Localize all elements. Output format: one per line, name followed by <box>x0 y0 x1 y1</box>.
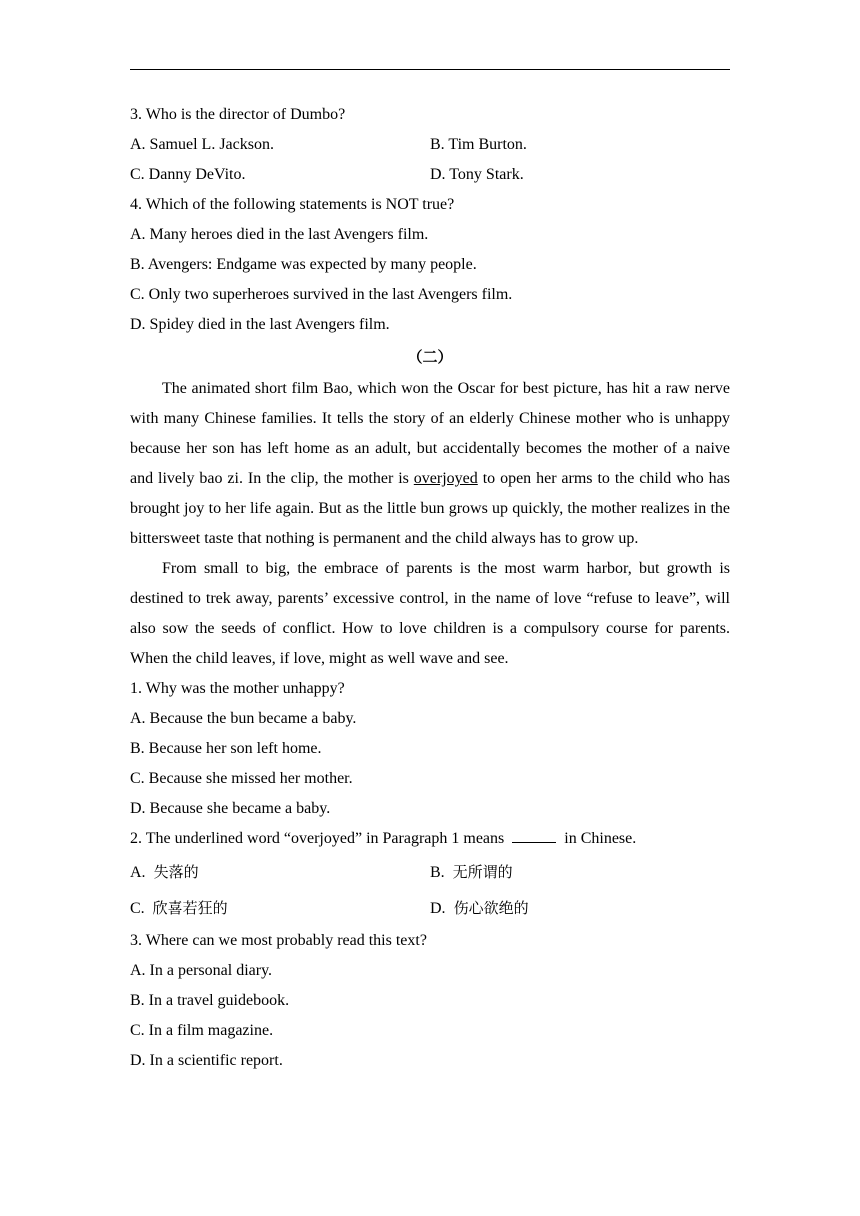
paragraph-1-text-after: to open her arms to the child who has brought joy to her life again. But as the little bun grows up quickly, the mother realizes in the bittersweet taste that nothing is permanent and the child always has to grow up. <box>130 470 731 547</box>
option-letter: D. <box>430 900 446 917</box>
paragraph-1-text-before: The animated short film Bao, which won the Oscar for best picture, has hit a raw nerve with many Chinese families. It tells the story of an elderly Chinese mother who is unhappy because her son has left home as an adult, but accidentally becomes the mother of a naive and lively bao zi. In the clip, the mother is <box>130 380 730 487</box>
s2-question-2-options-row-1 <box>130 854 730 890</box>
option-text: 伤心欲绝的 <box>453 899 529 917</box>
s2-question-1-option-a: A. Because the bun became a baby. <box>130 710 357 727</box>
s2-question-2-option-b <box>430 854 730 890</box>
s2-question-1-option-b: B. Because her son left home. <box>130 740 322 757</box>
question-3-option-d: D. Tony Stark. <box>430 166 524 183</box>
option-text: 无所谓的 <box>452 863 513 881</box>
question-4-option-b: B. Avengers: Endgame was expected by many people. <box>130 256 477 273</box>
s2-question-3-stem: 3. Where can we most probably read this text? <box>130 932 427 949</box>
page-content <box>130 100 730 1076</box>
question-3-stem: 3. Who is the director of Dumbo? <box>130 106 346 123</box>
s2-question-2-option-a <box>130 854 430 890</box>
question-3-options-row-1 <box>130 130 730 160</box>
s2-question-1-stem: 1. Why was the mother unhappy? <box>130 680 345 697</box>
header-rule <box>130 69 730 70</box>
question-3-option-c: C. Danny DeVito. <box>130 166 246 183</box>
question-4-option-a: A. Many heroes died in the last Avengers film. <box>130 226 429 243</box>
passage-paragraph-1 <box>130 374 730 554</box>
question-3-option-b: B. Tim Burton. <box>430 136 527 153</box>
s2-question-2-stem-after: in Chinese. <box>564 830 637 847</box>
s2-question-1-option-c: C. Because she missed her mother. <box>130 770 353 787</box>
s2-question-3-option-b: B. In a travel guidebook. <box>130 992 290 1009</box>
s2-question-3-option-a: A. In a personal diary. <box>130 962 273 979</box>
option-letter: A. <box>130 864 146 881</box>
paragraph-2-text: From small to big, the embrace of parents is the most warm harbor, but growth is destined to trek away, parents’ excessive control, in the name of love “refuse to leave”, will also sow the seeds of conflict. How to love children is a compulsory course for parents. When the child leaves, if love, might as well wave and see. <box>130 560 730 667</box>
option-letter: B. <box>430 864 445 881</box>
question-3-option-a: A. Samuel L. Jackson. <box>130 136 274 153</box>
s2-question-2-stem-before: 2. The underlined word “overjoyed” in Paragraph 1 means <box>130 830 505 847</box>
s2-question-2-stem <box>130 824 730 854</box>
s2-question-2-option-d <box>430 890 730 926</box>
question-4-option-c: C. Only two superheroes survived in the last Avengers film. <box>130 286 513 303</box>
s2-question-3-option-c: C. In a film magazine. <box>130 1022 274 1039</box>
s2-question-2-options-row-2 <box>130 890 730 926</box>
underlined-word: overjoyed <box>413 470 478 487</box>
question-3-options-row-2 <box>130 160 730 190</box>
passage-paragraph-2 <box>130 554 730 674</box>
answer-blank <box>512 828 556 843</box>
question-4-option-d: D. Spidey died in the last Avengers film. <box>130 316 390 333</box>
option-letter: C. <box>130 900 145 917</box>
s2-question-3-option-d: D. In a scientific report. <box>130 1052 283 1069</box>
s2-question-1-option-d: D. Because she became a baby. <box>130 800 331 817</box>
section-title: （二） <box>407 348 453 366</box>
option-text: 欣喜若狂的 <box>152 899 228 917</box>
s2-question-2-option-c <box>130 890 430 926</box>
option-text: 失落的 <box>153 863 199 881</box>
question-4-stem: 4. Which of the following statements is NOT true? <box>130 196 455 213</box>
